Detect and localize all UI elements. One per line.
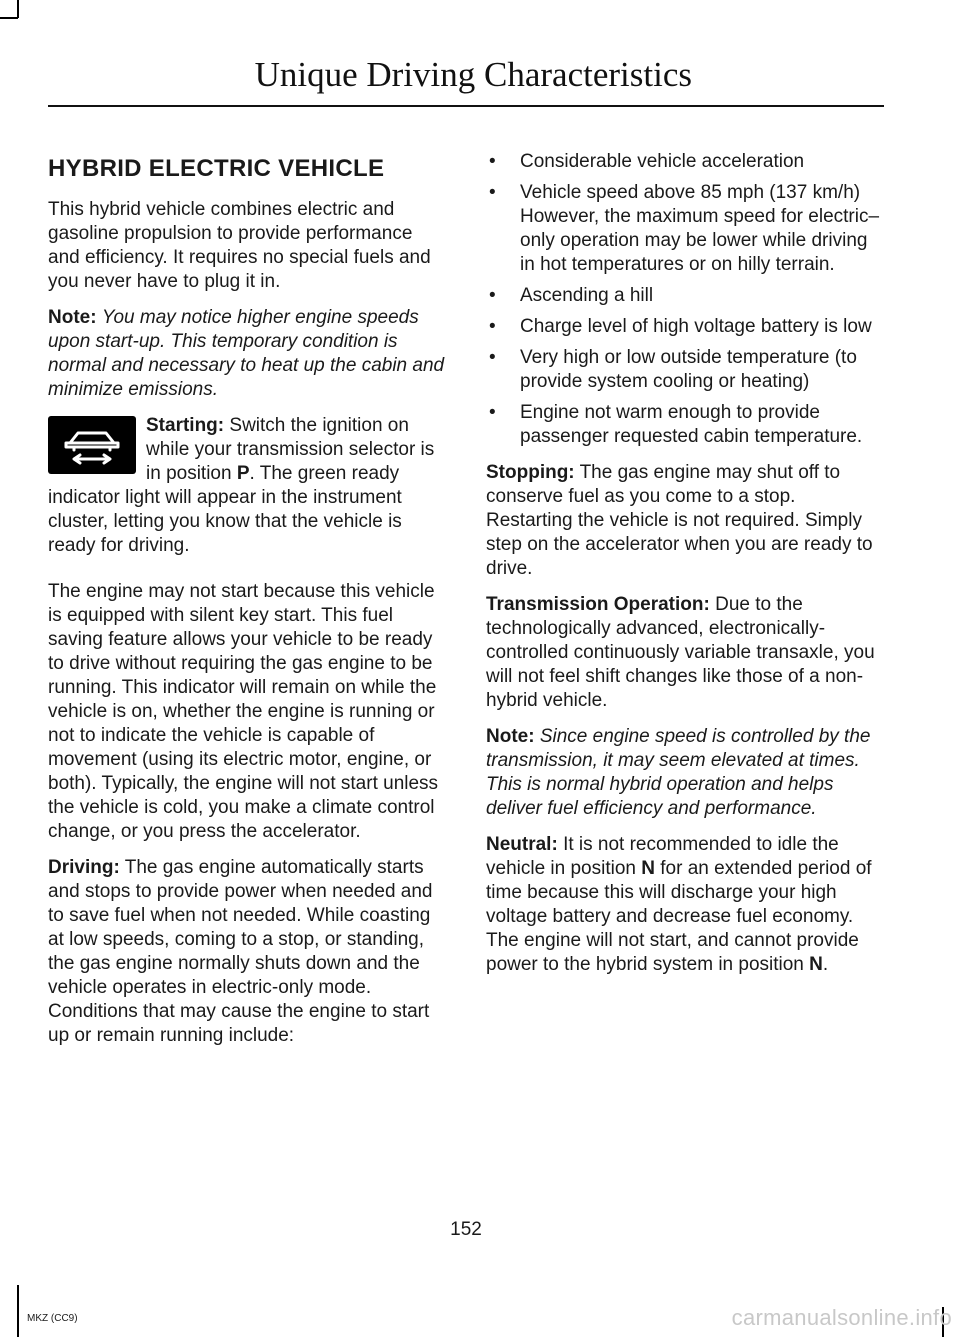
section-heading: HYBRID ELECTRIC VEHICLE xyxy=(48,155,385,182)
page-header-title: Unique Driving Characteristics xyxy=(254,55,692,94)
ready-indicator-icon xyxy=(48,416,136,474)
watermark: carmanualsonline.info xyxy=(731,1305,952,1330)
page-number: 152 xyxy=(450,1219,482,1240)
note-paragraph: Note: Since engine speed is controlled by the transmission, it may seem elevated at times. This is normal hybrid operation and helps deliver fuel efficiency and performance. xyxy=(486,726,871,819)
driving-paragraph: Driving: The gas engine automatically starts and stops to provide power when needed and to save fuel when not needed. While coasting at low speeds, coming to a stop, or standing, the gas engine normally shuts down and the vehicle operates in electric-only mode. Conditions that may cause the engine to start up or remain running include: xyxy=(48,857,433,1046)
list-item: • Vehicle speed above 85 mph (137 km/h) However, the maximum speed for electric–only operation may be lower while driving in hot temperatures or on hilly terrain. xyxy=(486,181,884,277)
crop-mark xyxy=(17,1285,19,1337)
list-item: • Considerable vehicle acceleration xyxy=(486,150,884,174)
engine-start-conditions-list xyxy=(486,150,884,449)
right-column xyxy=(486,140,884,989)
model-code: MKZ (CC9) xyxy=(27,1313,78,1324)
transmission-paragraph: Transmission Operation: Due to the technologically advanced, electronically-controlled continuously variable transaxle, you will not feel shift changes like those of a non-hybrid vehicle. xyxy=(486,594,875,711)
stopping-paragraph: Stopping: The gas engine may shut off to conserve fuel as you come to a stop. Restarting the vehicle is not required. Simply step on the accelerator when you are ready to drive. xyxy=(486,462,873,579)
silent-start-paragraph: The engine may not start because this vehicle is equipped with silent key start. This fuel saving feature allows your vehicle to be ready to drive without requiring the gas engine to be running. This indicator will remain on while the vehicle is on, whether the engine is running or not to indicate the vehicle is capable of movement (using its electric motor, engine, or both). Typically, the engine will not start unless the vehicle is cold, you make a climate control change, or you press the accelerator. xyxy=(48,581,439,842)
left-column xyxy=(48,140,448,1060)
list-item: • Ascending a hill xyxy=(486,284,884,308)
crop-mark xyxy=(17,0,19,18)
neutral-paragraph: Neutral: It is not recommended to idle the vehicle in position N for an extended period of time because this will discharge your high voltage battery and decrease fuel economy. The engine will not start, and cannot provide power to the hybrid system in position N. xyxy=(486,834,872,975)
header-rule xyxy=(48,105,884,107)
list-item: • Charge level of high voltage battery is low xyxy=(486,315,884,339)
note-paragraph: Note: You may notice higher engine speeds upon start-up. This temporary condition is normal and necessary to heat up the cabin and minimize emissions. xyxy=(48,307,445,400)
crop-mark xyxy=(0,17,18,19)
list-item: • Very high or low outside temperature (to provide system cooling or heating) xyxy=(486,346,884,394)
list-item: • Engine not warm enough to provide passenger requested cabin temperature. xyxy=(486,401,884,449)
intro-paragraph: This hybrid vehicle combines electric and gasoline propulsion to provide performance and efficiency. It requires no special fuels and you never have to plug it in. xyxy=(48,199,431,292)
starting-paragraph: Starting: Switch the ignition on while your transmission selector is in position P. The green ready indicator light will appear in the instrument cluster, letting you know that the vehicle is ready for driving. xyxy=(48,415,435,556)
